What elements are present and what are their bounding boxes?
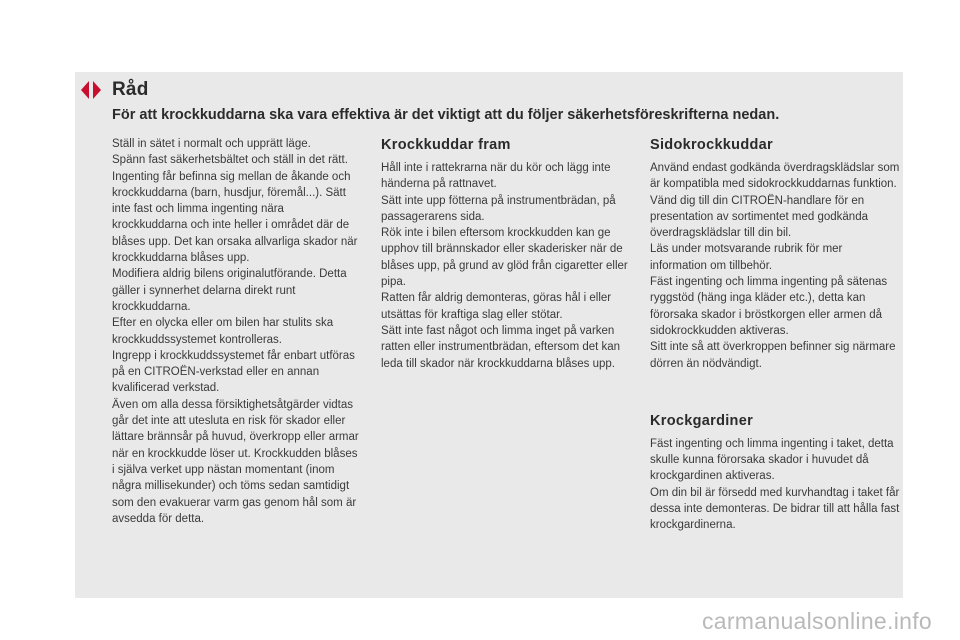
paragraph: Sätt inte upp fötterna på instrumentbrädan, på passagerarens sida. xyxy=(381,194,616,223)
paragraph: Ställ in sätet i normalt och upprätt läge. xyxy=(112,138,311,150)
section-title-side-airbags: Sidokrockkuddar xyxy=(650,137,773,153)
paragraph: Ratten får aldrig demonteras, göras hål i eller utsättas för kraftiga slag eller stötar. xyxy=(381,292,612,321)
front-airbags-column xyxy=(381,136,636,372)
page-subtitle: För att krockkuddarna ska vara effektiva är det viktigt att du följer säkerhetsföreskrifterna nedan. xyxy=(112,107,780,123)
watermark: carmanualsonline.info xyxy=(701,608,932,634)
paragraph: Håll inte i rattekrarna när du kör och lägg inte händerna på rattnavet. xyxy=(381,162,611,191)
paragraph: Fäst ingenting och limma ingenting i taket, detta skulle kunna förorsaka skador i huvudet då krockgardinen aktiveras. xyxy=(650,437,894,483)
paragraph: Efter en olycka eller om bilen har stulits ska krockkuddssystemet kontrolleras. xyxy=(112,317,334,346)
paragraph: Sätt inte fast något och limma inget på varken ratten eller instrumentbrädan, eftersom det kan leda till skador när krockkuddarna blåses upp. xyxy=(381,324,621,370)
paragraph: Ingenting får befinna sig mellan de åkande och krockkuddarna (barn, husdjur, föremål...). Sätt inte fast och limma ingenting nära krockkuddarna och inte heller i området där de blåses upp. Det kan orsaka allvarliga skador när krockkuddarna blåses upp. xyxy=(112,170,358,265)
page-title: Råd xyxy=(112,79,149,100)
paragraph: Använd endast godkända överdragsklädslar som är kompatibla med sidokrockkuddarnas funktion. Vänd dig till din CITROËN-handlare för en presentation av sortimentet med godkända överdragsklädslar till din bil. xyxy=(650,162,900,240)
section-title-front-airbags: Krockkuddar fram xyxy=(381,137,511,153)
airbag-warning-icon xyxy=(80,80,102,100)
paragraph: Rök inte i bilen eftersom krockkudden kan ge upphov till brännskador eller skaderisker när de blåses upp, på grund av glöd från cigaretter eller pipa. xyxy=(381,227,628,289)
section-title-curtain-airbags: Krockgardiner xyxy=(650,412,754,429)
side-airbags-column xyxy=(650,136,902,534)
paragraph: Fäst ingenting och limma ingenting på sätenas ryggstöd (häng inga kläder etc.), detta kan förorsaka skador i bröstkorgen eller armen då sidokrockkudden aktiveras. xyxy=(650,276,888,337)
paragraph: Även om alla dessa försiktighetsåtgärder vidtas går det inte att utesluta en risk för skador eller lättare brännsår på huvud, överkropp eller armar när en krockkudde löser ut. Krockkudden blåses i själva verket upp nästan momentant (inom några millisekunder) och töms sedan samtidigt som den evakuerar varm gas genom hål som är avsedda för detta. xyxy=(112,398,359,525)
paragraph: Spänn fast säkerhetsbältet och ställ in det rätt. xyxy=(112,154,348,167)
section-spacer xyxy=(650,372,902,412)
paragraph: Modifiera aldrig bilens originalutförande. Detta gäller i synnerhet delarna direkt runt krockkuddarna. xyxy=(112,268,347,313)
paragraph: Om din bil är försedd med kurvhandtag i taket får dessa inte demonteras. De bidrar till att hålla fast krockgardinerna. xyxy=(650,486,900,532)
general-advice-column xyxy=(112,136,362,527)
paragraph: Ingrepp i krockkuddssystemet får enbart utföras på en CITROËN-verkstad eller en annan kvalificerad verkstad. xyxy=(112,349,355,395)
paragraph: Sitt inte så att överkroppen befinner sig närmare dörren än nödvändigt. xyxy=(650,341,896,370)
paragraph: Läs under motsvarande rubrik för mer information om tillbehör. xyxy=(650,243,843,272)
